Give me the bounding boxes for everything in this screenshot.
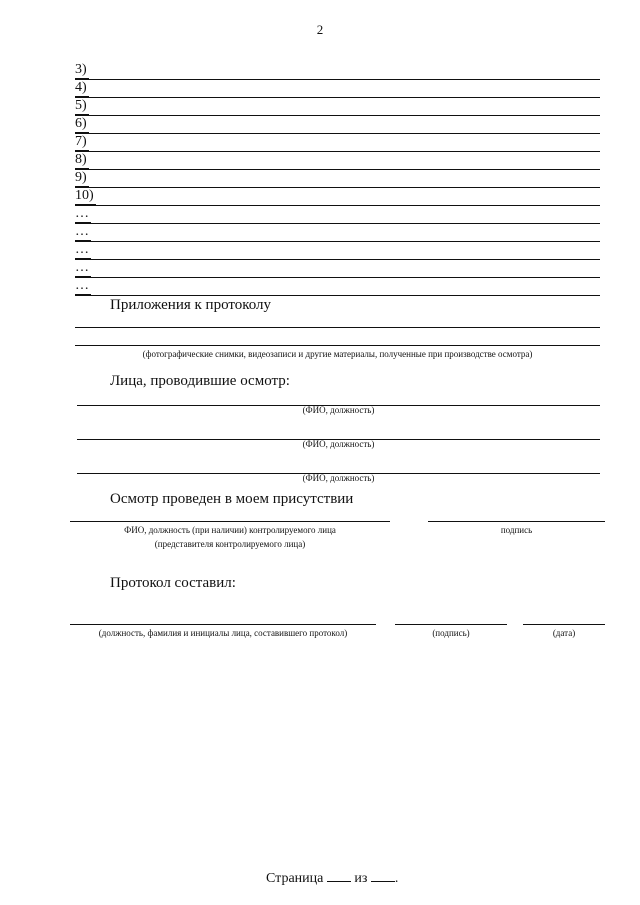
compiler-name-line bbox=[70, 624, 376, 625]
page-footer bbox=[266, 869, 398, 887]
list-item-number: 8) bbox=[75, 152, 87, 167]
list-item-number: … bbox=[75, 242, 89, 257]
presence-name-line bbox=[70, 521, 390, 522]
compiler-caption-date: (дата) bbox=[552, 628, 576, 638]
page-number: 2 bbox=[316, 22, 324, 37]
footer-end: . bbox=[394, 871, 399, 886]
list-item bbox=[75, 62, 600, 80]
list-item-number: 9) bbox=[75, 170, 87, 185]
list-item bbox=[75, 152, 600, 170]
compiler-signature-line bbox=[395, 624, 507, 625]
list-item-number: 4) bbox=[75, 80, 87, 95]
presence-title: Осмотр проведен в моем присутствии bbox=[110, 491, 354, 507]
list-item-number: 10) bbox=[75, 188, 94, 203]
attachments-title: Приложения к протоколу bbox=[110, 297, 272, 313]
inspectors-title: Лица, проводившие осмотр: bbox=[110, 373, 290, 389]
list-item bbox=[75, 260, 600, 278]
list-item bbox=[75, 116, 600, 134]
footer-page-label: Страница bbox=[266, 871, 324, 886]
list-item bbox=[75, 80, 600, 98]
list-item bbox=[75, 134, 600, 152]
list-item-number: 3) bbox=[75, 62, 87, 77]
page-total-blank bbox=[371, 869, 395, 882]
presence-caption-signature: подпись bbox=[500, 525, 533, 535]
list-item-number: 6) bbox=[75, 116, 87, 131]
compiler-caption-signature: (подпись) bbox=[432, 628, 470, 638]
list-item bbox=[75, 206, 600, 224]
list-item bbox=[75, 188, 600, 206]
list-item bbox=[75, 278, 600, 296]
list-item-number: … bbox=[75, 278, 89, 293]
inspector-caption: (ФИО, должность) bbox=[302, 473, 375, 483]
list-item bbox=[75, 224, 600, 242]
attachments-line bbox=[75, 327, 600, 328]
attachments-caption: (фотографические снимки, видеозаписи и другие материалы, полученные при производстве осмотра) bbox=[142, 349, 533, 359]
list-item-number: … bbox=[75, 260, 89, 275]
inspector-caption: (ФИО, должность) bbox=[302, 405, 375, 415]
list-item-number: … bbox=[75, 206, 89, 221]
compiler-caption-name: (должность, фамилия и инициалы лица, составившего протокол) bbox=[98, 628, 348, 638]
presence-caption-name: ФИО, должность (при наличии) контролируемого лица bbox=[124, 525, 336, 535]
list-item bbox=[75, 98, 600, 116]
list-item bbox=[75, 170, 600, 188]
attachments-line bbox=[75, 345, 600, 346]
page-number-blank bbox=[327, 869, 351, 882]
presence-signature-line bbox=[428, 521, 605, 522]
footer-of-label: из bbox=[354, 871, 368, 886]
list-item bbox=[75, 242, 600, 260]
list-item-number: 7) bbox=[75, 134, 87, 149]
compiler-date-line bbox=[523, 624, 605, 625]
list-item-number: 5) bbox=[75, 98, 87, 113]
presence-caption-representative: (представителя контролируемого лица) bbox=[154, 539, 306, 549]
inspector-caption: (ФИО, должность) bbox=[302, 439, 375, 449]
list-item-number: … bbox=[75, 224, 89, 239]
compiler-title: Протокол составил: bbox=[110, 575, 236, 591]
